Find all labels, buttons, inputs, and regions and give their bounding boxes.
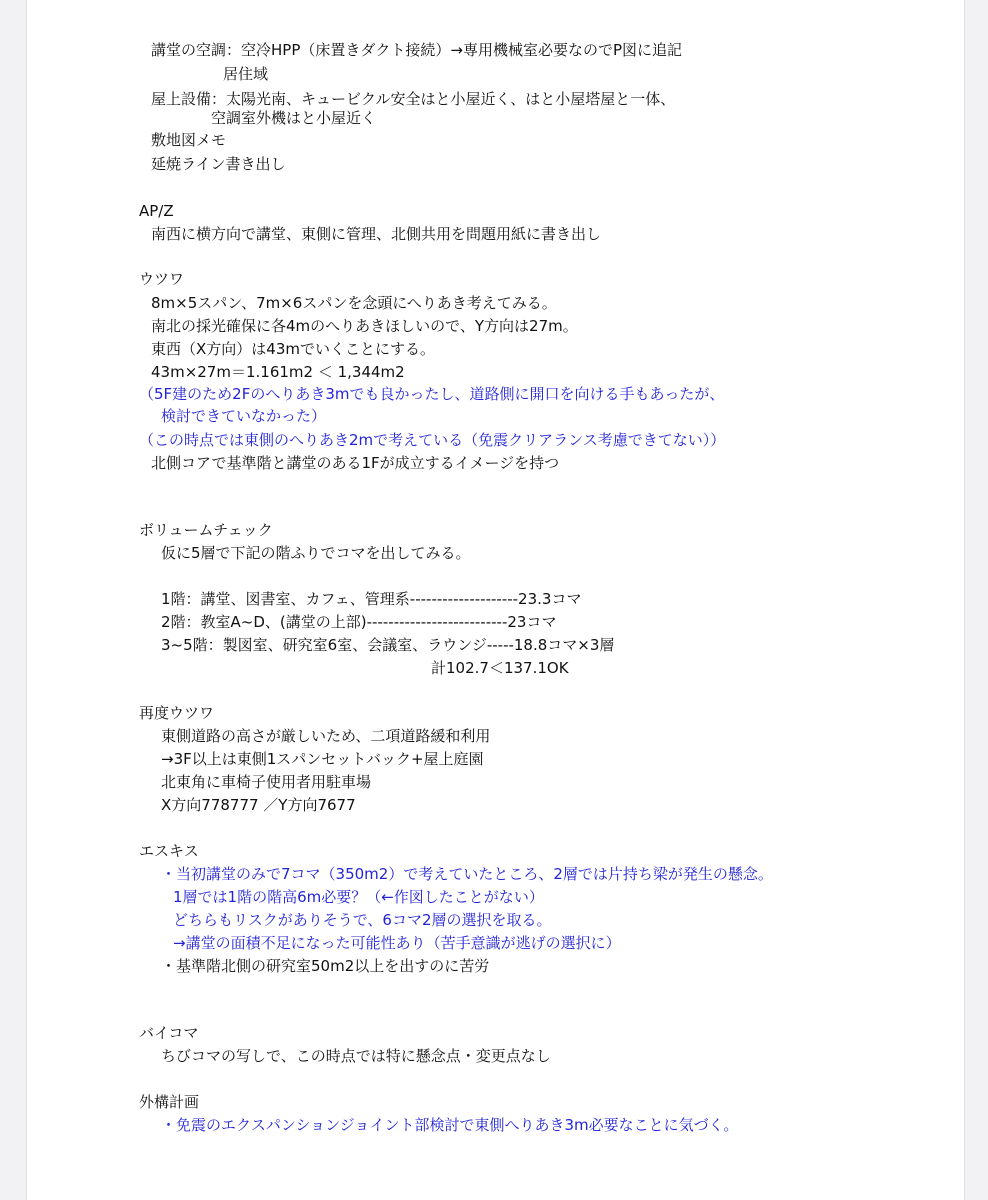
section-heading: ウツワ [139, 270, 185, 288]
document-page [26, 0, 965, 1200]
note-line: 仮に5層で下記の階ふりでコマを出してみる。 [161, 544, 471, 562]
note-line: 南北の採光確保に各4mのへりあきほしいので、Y方向は27m。 [151, 317, 578, 335]
note-line: 敷地図メモ [151, 131, 227, 149]
annotation-line: ・当初講堂のみで7コマ（350m2）で考えていたところ、2層では片持ち梁が発生の懸念。 [161, 865, 773, 883]
floor-allocation-line: 3~5階：製図室、研究室6室、会議室、ラウンジ-----18.8コマ×3層 [161, 636, 615, 654]
annotation-line: （この時点では東側のへりあき2mで考えている（免震クリアランス考慮できてない）） [139, 431, 726, 449]
section-heading: 再度ウツワ [139, 704, 215, 722]
annotation-line: →講堂の面積不足になった可能性あり（苦手意識が逃げの選択に） [173, 934, 621, 952]
note-line: 空調室外機はと小屋近く [211, 109, 377, 127]
annotation-line: （5F建のため2Fのへりあき3mでも良かったし、道路側に開口を向ける手もあったが、 [139, 385, 725, 403]
floor-allocation-line: 1階：講堂、図書室、カフェ、管理系--------------------23.3コマ [161, 590, 582, 608]
note-line: ・基準階北側の研究室50m2以上を出すのに苦労 [161, 957, 490, 975]
total-line: 計102.7＜137.1OK [431, 659, 569, 677]
annotation-line: どちらもリスクがありそうで、6コマ2層の選択を取る。 [173, 911, 552, 929]
note-line: 東側道路の高さが厳しいため、二項道路緩和利用 [161, 727, 491, 745]
floor-allocation-line: 2階：教室A~D、(講堂の上部)--------------------------23コマ [161, 613, 557, 631]
section-heading: AP/Z [139, 202, 174, 220]
note-line: 延焼ライン書き出し [151, 155, 286, 173]
note-line: 屋上設備：太陽光南、キュービクル安全はと小屋近く、はと小屋塔屋と一体、 [151, 90, 676, 108]
note-line: 北東角に車椅子使用者用駐車場 [161, 773, 372, 791]
annotation-line: ・免震のエクスパンションジョイント部検討で東側へりあき3m必要なことに気づく。 [161, 1116, 739, 1134]
section-heading: 外構計画 [139, 1093, 200, 1111]
note-line: 8m×5スパン、7m×6スパンを念頭にへりあき考えてみる。 [151, 294, 557, 312]
section-heading: エスキス [139, 842, 199, 860]
note-line: 居住域 [223, 65, 269, 83]
note-line: X方向778777 ／Y方向7677 [161, 796, 356, 814]
section-heading: バイコマ [139, 1024, 199, 1042]
note-line: 東西（X方向）は43mでいくことにする。 [151, 340, 435, 358]
section-heading: ボリュームチェック [139, 521, 273, 539]
note-line: →3F以上は東側1スパンセットバック+屋上庭園 [161, 750, 484, 768]
annotation-line: 検討できていなかった） [161, 407, 327, 425]
note-line: ちびコマの写しで、この時点では特に懸念点・変更点なし [161, 1047, 551, 1065]
note-line: 講堂の空調：空冷HPP（床置きダクト接続）→専用機械室必要なのでP図に追記 [151, 41, 682, 59]
annotation-line: 1層では1階の階高6m必要？（←作図したことがない） [173, 888, 544, 906]
note-line: 43m×27m＝1.161m2 ＜ 1,344m2 [151, 363, 405, 381]
note-line: 北側コアで基準階と講堂のある1Fが成立するイメージを持つ [151, 454, 560, 472]
note-line: 南西に横方向で講堂、東側に管理、北側共用を問題用紙に書き出し [151, 225, 602, 243]
